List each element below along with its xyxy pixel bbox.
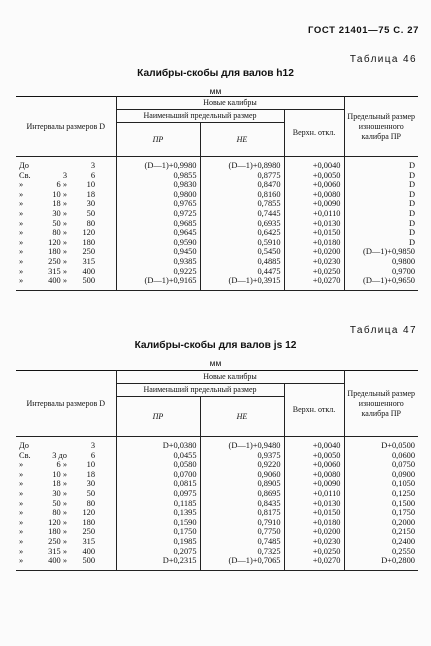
interval-from: 400 »	[48, 556, 67, 566]
interval-cell	[16, 556, 116, 570]
ne-cell: 0,4475	[200, 267, 284, 277]
interval-to: 500	[82, 276, 95, 286]
interval-prefix: »	[19, 546, 24, 556]
ne-cell: 0,5910	[200, 238, 284, 248]
worn-cell: D	[344, 157, 418, 171]
table-row	[16, 547, 418, 557]
table-row	[16, 180, 418, 190]
worn-cell: D+0,0500	[344, 437, 418, 451]
table-row	[16, 257, 418, 267]
worn-cell: 0,0900	[344, 470, 418, 480]
table-row	[16, 437, 418, 451]
interval-cell	[16, 527, 116, 537]
col-upper-dev: Верхн. откл.	[284, 384, 344, 437]
interval-prefix: »	[19, 479, 24, 489]
worn-cell: D+0,2800	[344, 556, 418, 570]
interval-cell	[16, 276, 116, 290]
interval-to: 400	[82, 546, 95, 556]
interval-from: 10 »	[52, 469, 67, 479]
worn-cell: 0,1050	[344, 479, 418, 489]
interval-to: 30	[86, 479, 95, 489]
pr-cell: 0,1750	[116, 527, 200, 537]
table-row	[16, 157, 418, 171]
col-pr: ПР	[116, 123, 200, 157]
interval-from: 80 »	[52, 508, 67, 518]
pr-cell: 0,0975	[116, 489, 200, 499]
worn-cell: D	[344, 180, 418, 190]
ne-cell: (D—1)+0,9480	[200, 437, 284, 451]
interval-from: 30 »	[52, 488, 67, 498]
table-row	[16, 518, 418, 528]
deviation-cell: +0,0150	[284, 228, 344, 238]
interval-cell	[16, 479, 116, 489]
deviation-cell: +0,0270	[284, 556, 344, 570]
interval-prefix: »	[19, 488, 24, 498]
deviation-cell: +0,0270	[284, 276, 344, 290]
worn-cell: 0,0750	[344, 460, 418, 470]
table-row	[16, 190, 418, 200]
table-row	[16, 267, 418, 277]
interval-cell	[16, 537, 116, 547]
pr-cell: 0,1185	[116, 499, 200, 509]
deviation-cell: +0,0050	[284, 451, 344, 461]
interval-prefix: »	[19, 208, 24, 218]
deviation-cell: +0,0110	[284, 209, 344, 219]
pr-cell: 0,0580	[116, 460, 200, 470]
col-interval: Интервалы размеров D	[16, 371, 116, 437]
worn-cell: (D—1)+0,9850	[344, 247, 418, 257]
pr-cell: 0,1985	[116, 537, 200, 547]
pr-cell: D+0,2315	[116, 556, 200, 570]
deviation-cell: +0,0230	[284, 537, 344, 547]
interval-cell	[16, 219, 116, 229]
table-row	[16, 451, 418, 461]
ne-cell: (D—1)+0,8980	[200, 157, 284, 171]
interval-cell	[16, 437, 116, 451]
table-row	[16, 209, 418, 219]
col-min-size: Наименьший предельный размер	[116, 110, 284, 123]
interval-to: 180	[82, 237, 95, 247]
col-interval: Интервалы размеров D	[16, 97, 116, 157]
ne-cell: 0,4885	[200, 257, 284, 267]
interval-cell	[16, 460, 116, 470]
interval-cell	[16, 180, 116, 190]
table-row	[16, 479, 418, 489]
table-row	[16, 460, 418, 470]
interval-cell	[16, 451, 116, 461]
table-row	[16, 199, 418, 209]
ne-cell: 0,6935	[200, 219, 284, 229]
interval-prefix: »	[19, 469, 24, 479]
interval-from: 250 »	[48, 536, 67, 546]
interval-to: 10	[86, 460, 95, 470]
worn-cell: 0,0600	[344, 451, 418, 461]
interval-cell	[16, 489, 116, 499]
interval-cell	[16, 171, 116, 181]
interval-to: 50	[86, 488, 95, 498]
interval-prefix: »	[19, 517, 24, 527]
pr-cell: 0,9725	[116, 209, 200, 219]
interval-from: 120 »	[48, 237, 67, 247]
interval-from: 315 »	[48, 266, 67, 276]
interval-to: 250	[82, 247, 95, 257]
ne-cell: 0,7750	[200, 527, 284, 537]
table-row	[16, 228, 418, 238]
ne-cell: 0,6425	[200, 228, 284, 238]
interval-to: 10	[86, 180, 95, 190]
pr-cell: 0,9385	[116, 257, 200, 267]
worn-cell: 0,2550	[344, 547, 418, 557]
interval-prefix: »	[19, 199, 24, 209]
ne-cell: 0,8695	[200, 489, 284, 499]
table-row	[16, 470, 418, 480]
table-row	[16, 537, 418, 547]
interval-to: 500	[82, 556, 95, 566]
interval-to: 80	[86, 218, 95, 228]
interval-to: 400	[82, 266, 95, 276]
interval-cell	[16, 190, 116, 200]
interval-from: 315 »	[48, 546, 67, 556]
table-row	[16, 171, 418, 181]
interval-from: 6 »	[56, 180, 67, 190]
ne-cell: 0,7325	[200, 547, 284, 557]
worn-cell: D	[344, 190, 418, 200]
deviation-cell: +0,0050	[284, 171, 344, 181]
table-row	[16, 508, 418, 518]
interval-prefix: »	[19, 460, 24, 470]
deviation-cell: +0,0090	[284, 199, 344, 209]
interval-prefix: »	[19, 189, 24, 199]
pr-cell: D+0,0380	[116, 437, 200, 451]
interval-cell	[16, 470, 116, 480]
deviation-cell: +0,0130	[284, 219, 344, 229]
ne-cell: 0,9220	[200, 460, 284, 470]
pr-cell: 0,0815	[116, 479, 200, 489]
deviation-cell: +0,0130	[284, 499, 344, 509]
interval-from: 30 »	[52, 208, 67, 218]
pr-cell: 0,0455	[116, 451, 200, 461]
deviation-cell: +0,0200	[284, 527, 344, 537]
interval-cell	[16, 257, 116, 267]
interval-prefix: »	[19, 536, 24, 546]
pr-cell: 0,9855	[116, 171, 200, 181]
table-row	[16, 556, 418, 570]
deviation-cell: +0,0040	[284, 157, 344, 171]
ne-cell: 0,5450	[200, 247, 284, 257]
interval-prefix: Св.	[19, 170, 31, 180]
deviation-cell: +0,0080	[284, 470, 344, 480]
ne-cell: 0,8160	[200, 190, 284, 200]
interval-to: 80	[86, 498, 95, 508]
deviation-cell: +0,0060	[284, 180, 344, 190]
interval-cell	[16, 238, 116, 248]
pr-cell: 0,9830	[116, 180, 200, 190]
interval-prefix: »	[19, 508, 24, 518]
interval-from: 50 »	[52, 218, 67, 228]
interval-prefix: »	[19, 266, 24, 276]
interval-to: 18	[86, 189, 95, 199]
interval-from: 400 »	[48, 276, 67, 286]
pr-cell: (D—1)+0,9165	[116, 276, 200, 290]
table-row	[16, 276, 418, 290]
gauge-table-js12	[16, 370, 418, 571]
pr-cell: 0,9225	[116, 267, 200, 277]
deviation-cell: +0,0180	[284, 518, 344, 528]
pr-cell: 0,9645	[116, 228, 200, 238]
interval-prefix: Св.	[19, 450, 31, 460]
interval-from: 80 »	[52, 228, 67, 238]
table-47-label: Таблица 47	[349, 325, 417, 336]
interval-to: 120	[82, 228, 95, 238]
deviation-cell: +0,0060	[284, 460, 344, 470]
interval-prefix: До	[19, 161, 29, 170]
ne-cell: 0,9375	[200, 451, 284, 461]
interval-from: 120 »	[48, 517, 67, 527]
interval-cell	[16, 499, 116, 509]
interval-to: 6	[90, 170, 95, 180]
interval-from: 6 »	[56, 460, 67, 470]
interval-cell	[16, 228, 116, 238]
interval-from	[39, 161, 67, 171]
col-min-size: Наименьший предельный размер	[116, 384, 284, 397]
interval-to: 315	[82, 536, 95, 546]
col-new-gauges: Новые калибры	[116, 97, 344, 110]
worn-cell: D	[344, 219, 418, 229]
worn-cell: 0,1750	[344, 508, 418, 518]
pr-cell: (D—1)+0,9980	[116, 157, 200, 171]
interval-prefix: До	[19, 441, 29, 450]
interval-from: 3	[62, 170, 67, 180]
table-47-unit: мм	[209, 358, 222, 368]
interval-from: 50 »	[52, 498, 67, 508]
pr-cell: 0,1395	[116, 508, 200, 518]
pr-cell: 0,2075	[116, 547, 200, 557]
deviation-cell: +0,0200	[284, 247, 344, 257]
interval-from: 180 »	[48, 527, 67, 537]
deviation-cell: +0,0230	[284, 257, 344, 267]
ne-cell: (D—1)+0,3915	[200, 276, 284, 290]
pr-cell: 0,0700	[116, 470, 200, 480]
worn-cell: 0,1500	[344, 499, 418, 509]
table-46-unit: мм	[209, 86, 222, 96]
interval-prefix: »	[19, 556, 24, 566]
ne-cell: 0,7855	[200, 199, 284, 209]
worn-cell: D	[344, 238, 418, 248]
pr-cell: 0,1590	[116, 518, 200, 528]
interval-cell	[16, 209, 116, 219]
interval-cell	[16, 247, 116, 257]
interval-to: 3	[90, 161, 95, 170]
interval-cell	[16, 157, 116, 171]
interval-prefix: »	[19, 276, 24, 286]
pr-cell: 0,9450	[116, 247, 200, 257]
table-row	[16, 527, 418, 537]
interval-prefix: »	[19, 228, 24, 238]
worn-cell: D	[344, 171, 418, 181]
table-row	[16, 238, 418, 248]
interval-from: 18 »	[52, 479, 67, 489]
col-ne: НЕ	[200, 397, 284, 437]
interval-cell	[16, 547, 116, 557]
deviation-cell: +0,0110	[284, 489, 344, 499]
col-pr: ПР	[116, 397, 200, 437]
interval-to: 6	[90, 450, 95, 460]
pr-cell: 0,9685	[116, 219, 200, 229]
col-new-gauges: Новые калибры	[116, 371, 344, 384]
col-ne: НЕ	[200, 123, 284, 157]
col-worn-gauge: Предельный размер изношенного калибра ПР	[344, 371, 418, 437]
interval-to: 120	[82, 508, 95, 518]
interval-prefix: »	[19, 498, 24, 508]
interval-prefix: »	[19, 527, 24, 537]
interval-from: 250 »	[48, 256, 67, 266]
interval-prefix: »	[19, 218, 24, 228]
ne-cell: 0,8435	[200, 499, 284, 509]
interval-to: 30	[86, 199, 95, 209]
deviation-cell: +0,0150	[284, 508, 344, 518]
worn-cell: 0,2150	[344, 527, 418, 537]
gauge-table-h12	[16, 96, 418, 291]
deviation-cell: +0,0250	[284, 547, 344, 557]
worn-cell: 0,2000	[344, 518, 418, 528]
ne-cell: 0,7910	[200, 518, 284, 528]
worn-cell: 0,9800	[344, 257, 418, 267]
ne-cell: 0,8905	[200, 479, 284, 489]
worn-cell: D	[344, 209, 418, 219]
pr-cell: 0,9590	[116, 238, 200, 248]
ne-cell: (D—1)+0,7065	[200, 556, 284, 570]
interval-from: 10 »	[52, 189, 67, 199]
pr-cell: 0,9765	[116, 199, 200, 209]
pr-cell: 0,9800	[116, 190, 200, 200]
interval-prefix: »	[19, 247, 24, 257]
interval-to: 250	[82, 527, 95, 537]
ne-cell: 0,8175	[200, 508, 284, 518]
deviation-cell: +0,0180	[284, 238, 344, 248]
interval-prefix: »	[19, 237, 24, 247]
ne-cell: 0,7445	[200, 209, 284, 219]
col-upper-dev: Верхн. откл.	[284, 110, 344, 157]
interval-to: 180	[82, 517, 95, 527]
table-46-label: Таблица 46	[349, 54, 417, 65]
interval-cell	[16, 518, 116, 528]
worn-cell: (D—1)+0,9650	[344, 276, 418, 290]
worn-cell: 0,2400	[344, 537, 418, 547]
ne-cell: 0,8470	[200, 180, 284, 190]
interval-cell	[16, 508, 116, 518]
interval-to: 3	[90, 441, 95, 450]
ne-cell: 0,9060	[200, 470, 284, 480]
interval-cell	[16, 267, 116, 277]
ne-cell: 0,8775	[200, 171, 284, 181]
table-row	[16, 247, 418, 257]
interval-from: 3 до	[52, 450, 67, 460]
table-row	[16, 499, 418, 509]
ne-cell: 0,7485	[200, 537, 284, 547]
interval-from	[39, 441, 67, 451]
interval-cell	[16, 199, 116, 209]
interval-to: 50	[86, 208, 95, 218]
interval-from: 180 »	[48, 247, 67, 257]
deviation-cell: +0,0090	[284, 479, 344, 489]
interval-to: 315	[82, 256, 95, 266]
table-row	[16, 489, 418, 499]
table-46-title: Калибры-скобы для валов h12	[137, 68, 294, 79]
worn-cell: D	[344, 228, 418, 238]
interval-prefix: »	[19, 180, 24, 190]
table-47-title: Калибры-скобы для валов js 12	[134, 340, 297, 351]
table-row	[16, 219, 418, 229]
page-header: ГОСТ 21401—75 С. 27	[308, 25, 419, 36]
deviation-cell: +0,0040	[284, 437, 344, 451]
worn-cell: 0,1250	[344, 489, 418, 499]
deviation-cell: +0,0080	[284, 190, 344, 200]
deviation-cell: +0,0250	[284, 267, 344, 277]
interval-from: 18 »	[52, 199, 67, 209]
worn-cell: 0,9700	[344, 267, 418, 277]
interval-prefix: »	[19, 256, 24, 266]
col-worn-gauge: Предельный размер изношенного калибра ПР	[344, 97, 418, 157]
worn-cell: D	[344, 199, 418, 209]
interval-to: 18	[86, 469, 95, 479]
